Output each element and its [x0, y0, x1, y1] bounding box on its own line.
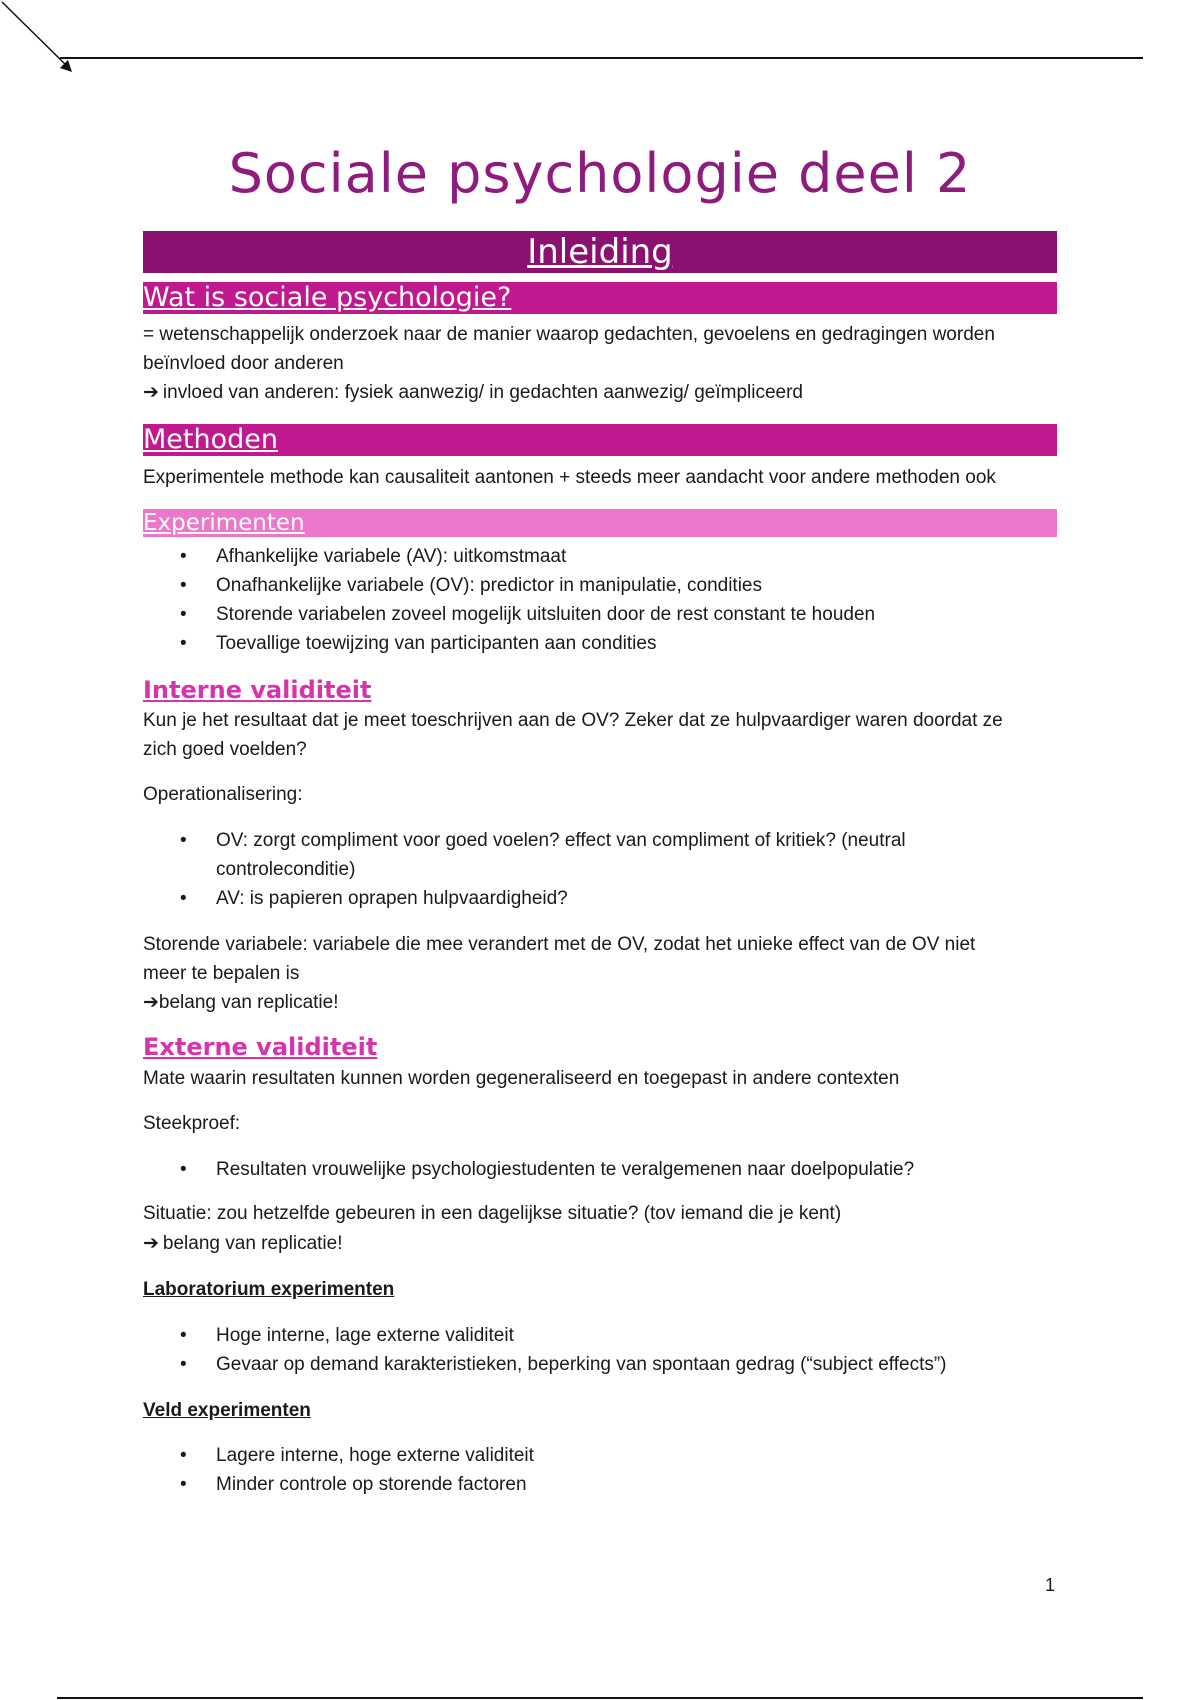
- influence-note: [143, 378, 1057, 407]
- heading-wat-is-label: Wat is sociale psychologie?: [143, 282, 512, 313]
- heading-experimenten-label: Experimenten: [143, 510, 305, 536]
- arrow-right-icon: ➔: [143, 1233, 159, 1254]
- arrow-right-icon: ➔: [143, 992, 159, 1013]
- heading-veld: Veld experimenten: [143, 1400, 311, 1421]
- heading-laboratorium: Laboratorium experimenten: [143, 1279, 395, 1300]
- replicatie-note-2: [143, 1229, 1057, 1258]
- heading-wat-is: [143, 282, 1057, 314]
- situatie-text: Situatie: zou hetzelfde gebeuren in een dagelijkse situatie? (tov iemand die je kent): [143, 1203, 842, 1224]
- replicatie-note-1: [143, 988, 1057, 1017]
- replicatie-note-1-text: belang van replicatie!: [158, 992, 339, 1013]
- list-item: • Minder controle op storende factoren: [143, 1470, 1057, 1499]
- corner-arrow-icon: [0, 0, 80, 80]
- steekproef-label: Steekproef:: [143, 1113, 241, 1134]
- operationalisering-list: [143, 826, 1057, 913]
- list-item: • Gevaar op demand karakteristieken, beperking van spontaan gedrag (“subject effects”): [143, 1350, 1057, 1379]
- list-item: • Storende variabelen zoveel mogelijk uitsluiten door de rest constant te houden: [143, 600, 1057, 629]
- heading-interne-validiteit: Interne validiteit: [143, 676, 372, 704]
- list-item: • OV: zorgt compliment voor goed voelen? effect van compliment of kritiek? (neutral: [143, 826, 1057, 855]
- page-number: 1: [1045, 1575, 1056, 1595]
- heading-inleiding-label: Inleiding: [527, 232, 673, 272]
- heading-methoden-label: Methoden: [143, 424, 278, 455]
- replicatie-note-2-text: belang van replicatie!: [162, 1233, 343, 1254]
- definition-line-1: = wetenschappelijk onderzoek naar de manier waarop gedachten, gevoelens en gedragingen worden: [143, 324, 995, 345]
- top-rule: [60, 57, 1143, 59]
- interne-line-2: zich goed voelden?: [143, 739, 307, 760]
- list-item: • Onafhankelijke variabele (OV): predictor in manipulatie, condities: [143, 571, 1057, 600]
- list-item: • Afhankelijke variabele (AV): uitkomstmaat: [143, 542, 1057, 571]
- list-item: • AV: is papieren oprapen hulpvaardigheid?: [143, 884, 1057, 913]
- veld-list: [143, 1441, 1057, 1499]
- heading-inleiding: [143, 231, 1057, 273]
- influence-note-text: invloed van anderen: fysiek aanwezig/ in gedachten aanwezig/ geïmpliceerd: [162, 382, 803, 403]
- list-item: • Resultaten vrouwelijke psychologiestudenten te veralgemenen naar doelpopulatie?: [143, 1155, 1057, 1184]
- list-item: • Hoge interne, lage externe validiteit: [143, 1321, 1057, 1350]
- storende-line-1: Storende variabele: variabele die mee verandert met de OV, zodat het unieke effect van de OV niet: [143, 934, 976, 955]
- experimenten-list: [143, 542, 1057, 658]
- heading-externe-validiteit: Externe validiteit: [143, 1033, 378, 1061]
- storende-line-2: meer te bepalen is: [143, 963, 300, 984]
- list-item: • Lagere interne, hoge externe validiteit: [143, 1441, 1057, 1470]
- steekproef-list: [143, 1155, 1057, 1184]
- list-item-continuation-text: controleconditie): [216, 859, 356, 880]
- heading-experimenten: [143, 509, 1057, 537]
- externe-text: Mate waarin resultaten kunnen worden gegeneraliseerd en toegepast in andere contexten: [143, 1068, 900, 1089]
- methoden-text: Experimentele methode kan causaliteit aantonen + steeds meer aandacht voor andere methoden ook: [143, 467, 996, 488]
- operationalisering-label: Operationalisering:: [143, 784, 303, 805]
- document-title: Sociale psychologie deel 2: [228, 142, 972, 205]
- list-item: • Toevallige toewijzing van participanten aan condities: [143, 629, 1057, 658]
- arrow-right-icon: ➔: [143, 382, 159, 403]
- bottom-rule: [57, 1697, 1143, 1699]
- list-item-continuation: [143, 855, 1057, 884]
- laboratorium-list: [143, 1321, 1057, 1379]
- heading-methoden: [143, 424, 1057, 456]
- definition-line-2: beïnvloed door anderen: [143, 353, 344, 374]
- interne-line-1: Kun je het resultaat dat je meet toeschrijven aan de OV? Zeker dat ze hulpvaardiger waren doordat ze: [143, 710, 1003, 731]
